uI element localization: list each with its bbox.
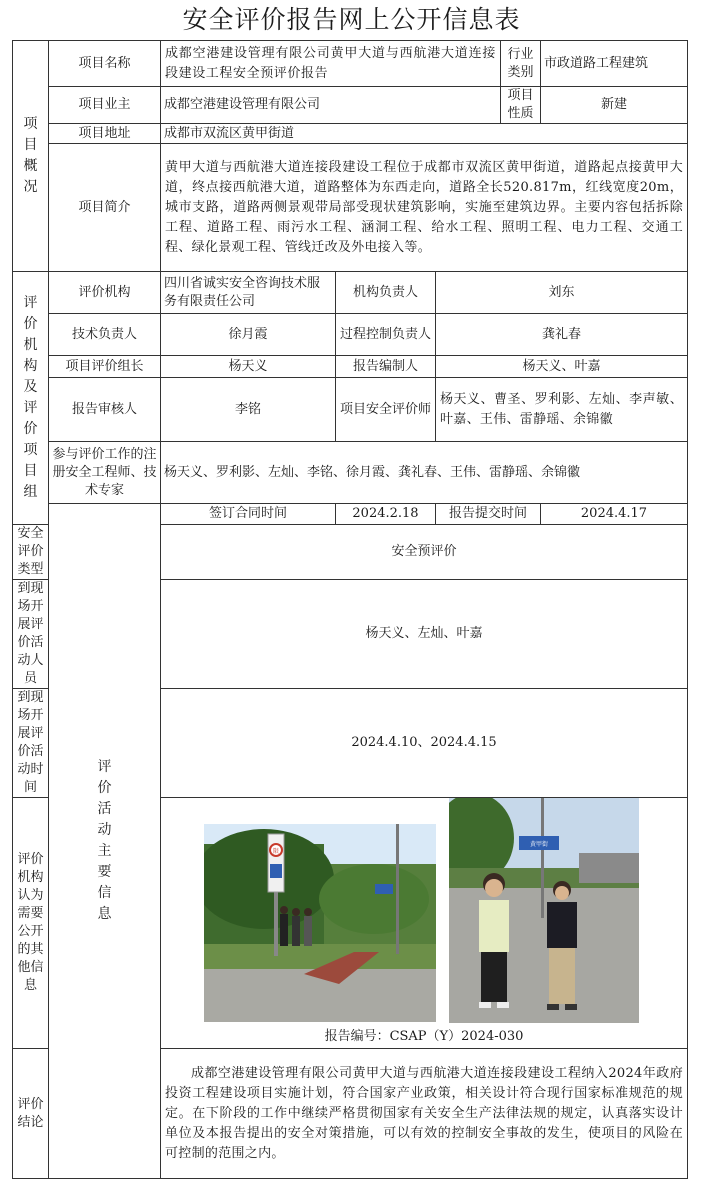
label-site-time: 到现场开展评价活动时间 bbox=[13, 689, 49, 798]
label-report-author: 报告编制人 bbox=[336, 356, 436, 378]
info-table bbox=[12, 40, 688, 1179]
label-address: 项目地址 bbox=[49, 124, 161, 144]
label-conclusion: 评价结论 bbox=[13, 1049, 49, 1179]
page-title: 安全评价报告网上公开信息表 bbox=[182, 5, 521, 34]
label-site-staff: 到现场开展评价活动人员 bbox=[13, 580, 49, 689]
section-overview-label bbox=[13, 114, 48, 198]
site-photo-right-image bbox=[449, 798, 639, 1023]
section-label-char: 活 bbox=[97, 801, 112, 817]
section-agency bbox=[13, 272, 49, 525]
value-address: 成都市双流区黄甲街道 bbox=[161, 124, 688, 144]
label-agency-head: 机构负责人 bbox=[336, 272, 436, 314]
value-site-staff: 杨天义、左灿、叶嘉 bbox=[161, 580, 688, 689]
section-label-char: 价 bbox=[97, 780, 112, 796]
site-photo-right bbox=[449, 798, 639, 1023]
section-label-char: 信 bbox=[97, 885, 112, 901]
label-intro: 项目简介 bbox=[49, 144, 161, 272]
value-agency: 四川省诚实安全咨询技术服务有限责任公司 bbox=[161, 272, 336, 314]
value-conclusion: 成都空港建设管理有限公司黄甲大道与西航港大道连接段建设工程纳入2024年政府投资工程建设项目实施计划，符合国家产业政策，相关设计符合现行国家标准规范的规定。在下阶段的工作中继续严格贯彻国家有关安全生产法律法规的规定，认真落实设计单位及本报告提出的安全对策措施，可以有效的控制安全事故的发生，使项目的风险在可控制的范围之内。 bbox=[161, 1049, 688, 1179]
section-overview bbox=[13, 41, 49, 272]
section-label-char: 动 bbox=[97, 822, 112, 838]
value-participants: 杨天义、罗利影、左灿、李铭、徐月霞、龚礼春、王伟、雷静瑶、余锦徽 bbox=[161, 442, 688, 504]
value-industry: 市政道路工程建筑 bbox=[541, 41, 688, 87]
section-label-char: 评 bbox=[23, 400, 38, 416]
value-intro: 黄甲大道与西航港大道连接段建设工程位于成都市双流区黄甲街道，道路起点接黄甲大道，终点接西航港大道，道路整体为东西走向，道路全长520.817m，红线宽度20m，城市支路，道路两侧景观带局部受现状建筑影响，实施至建筑边界。主要内容包括拆除工程、道路工程、雨污水工程、涵洞工程、给水工程、照明工程、电力工程、交通工程、绿化景观工程、管线迁改及外电接入等。 bbox=[161, 144, 688, 272]
label-reviewer: 报告审核人 bbox=[49, 378, 161, 442]
sign-left-text: 限 bbox=[272, 848, 280, 855]
section-label-char: 组 bbox=[23, 484, 38, 500]
section-label-char: 目 bbox=[23, 463, 38, 479]
value-agency-head: 刘东 bbox=[436, 272, 688, 314]
section-label-char: 项 bbox=[23, 442, 38, 458]
value-contract-time: 2024.2.18 bbox=[336, 504, 436, 525]
label-nature: 项目性质 bbox=[501, 87, 541, 124]
section-label-char: 构 bbox=[23, 358, 38, 374]
section-label-char: 评 bbox=[23, 295, 38, 311]
value-eval-type: 安全预评价 bbox=[161, 525, 688, 580]
section-label-char: 评 bbox=[97, 759, 112, 775]
section-label-char: 项 bbox=[23, 116, 38, 132]
section-label-char: 价 bbox=[23, 421, 38, 437]
label-process-head: 过程控制负责人 bbox=[336, 314, 436, 356]
value-reviewer: 李铭 bbox=[161, 378, 336, 442]
section-label-char: 及 bbox=[23, 379, 38, 395]
section-label-char: 要 bbox=[97, 864, 112, 880]
label-industry: 行业类别 bbox=[501, 41, 541, 87]
value-process-head: 龚礼春 bbox=[436, 314, 688, 356]
label-eval-type: 安全评价类型 bbox=[13, 525, 49, 580]
section-label-char: 息 bbox=[97, 906, 112, 922]
label-submit-time: 报告提交时间 bbox=[436, 504, 541, 525]
label-project-name: 项目名称 bbox=[49, 41, 161, 87]
section-label-char: 况 bbox=[23, 179, 38, 195]
section-label-char: 价 bbox=[23, 316, 38, 332]
section-label-char: 机 bbox=[23, 337, 38, 353]
value-owner: 成都空港建设管理有限公司 bbox=[161, 87, 501, 124]
value-report-author: 杨天义、叶嘉 bbox=[436, 356, 688, 378]
section-agency-label bbox=[13, 293, 48, 503]
label-owner: 项目业主 bbox=[49, 87, 161, 124]
value-submit-time: 2024.4.17 bbox=[541, 504, 688, 525]
value-evaluators: 杨天义、曹圣、罗利影、左灿、李声敏、叶嘉、王伟、雷静瑶、余锦徽 bbox=[436, 378, 688, 442]
section-label-char: 概 bbox=[23, 158, 38, 174]
section-label-char: 主 bbox=[97, 843, 112, 859]
value-group-leader: 杨天义 bbox=[161, 356, 336, 378]
site-photo-left-image bbox=[204, 824, 436, 1022]
label-contract-time: 签订合同时间 bbox=[161, 504, 336, 525]
section-label-char: 目 bbox=[23, 137, 38, 153]
section-activity bbox=[49, 504, 161, 1179]
label-other-info: 评价机构认为需要公开的其他信息 bbox=[13, 798, 49, 1049]
report-number: 报告编号：CSAP（Y）2024-030 bbox=[324, 1029, 524, 1044]
label-agency: 评价机构 bbox=[49, 272, 161, 314]
label-tech-head: 技术负责人 bbox=[49, 314, 161, 356]
label-group-leader: 项目评价组长 bbox=[49, 356, 161, 378]
value-nature: 新建 bbox=[541, 87, 688, 124]
site-photo-left bbox=[204, 824, 436, 1022]
value-site-time: 2024.4.10、2024.4.15 bbox=[161, 689, 688, 798]
label-evaluators: 项目安全评价师 bbox=[336, 378, 436, 442]
value-project-name: 成都空港建设管理有限公司黄甲大道与西航港大道连接段建设工程安全预评价报告 bbox=[161, 41, 501, 87]
value-tech-head: 徐月霞 bbox=[161, 314, 336, 356]
photos-cell bbox=[161, 798, 688, 1049]
sign-right-text: 黄甲街 bbox=[529, 841, 549, 848]
label-participants: 参与评价工作的注册安全工程师、技术专家 bbox=[49, 442, 161, 504]
section-activity-label bbox=[49, 757, 160, 925]
